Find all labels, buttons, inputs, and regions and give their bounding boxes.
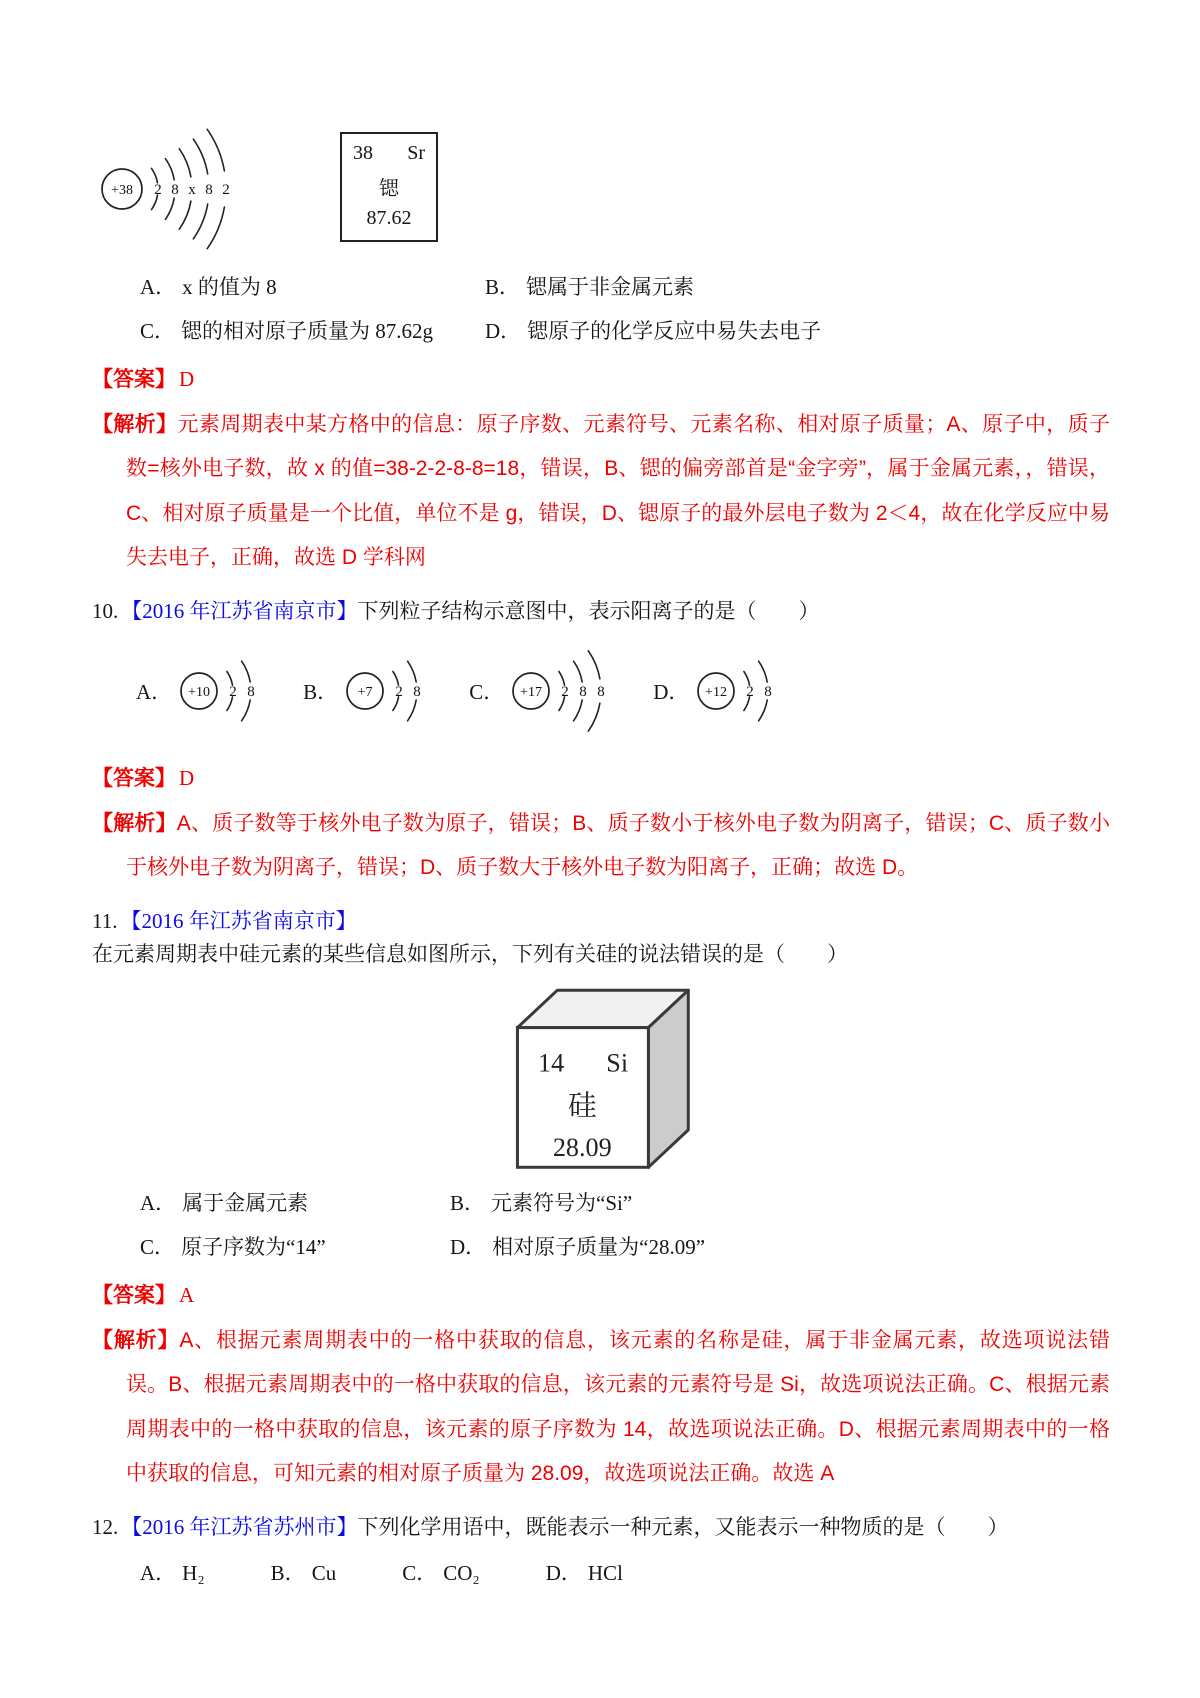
question-number: 10. <box>92 598 119 623</box>
shell-electron-count: 2 <box>561 684 569 701</box>
q12-option-c <box>402 1558 480 1590</box>
analysis-text: A、质子数等于核外电子数为原子，错误；B、质子数小于核外电子数为阴离子，错误；C、质子数小于核外电子数为阴离子，错误；D、质子数大于核外电子数为阳离子，正确；故选 D。 <box>126 811 1111 880</box>
q9-options <box>140 272 1110 347</box>
q10-particle-diagrams <box>136 636 1110 746</box>
shell-electron-count: 8 <box>205 182 213 198</box>
answer-letter: D <box>179 766 195 791</box>
shell-electron-count: x <box>188 182 196 198</box>
strontium-atom-structure-diagram <box>94 124 294 254</box>
answer-tag: 【答案】 <box>92 767 176 791</box>
option-text: 锶属于非金属元素 <box>526 275 695 299</box>
shell-electron-count: 8 <box>171 182 179 198</box>
option-text: 元素符号为“Si” <box>491 1191 633 1216</box>
option-text: 原子序数为“14” <box>181 1234 326 1259</box>
particle-diagram-d <box>690 636 780 746</box>
shell-electron-count: 2 <box>222 182 230 198</box>
nucleus-charge: +12 <box>705 685 728 701</box>
question-text: 在元素周期表中硅元素的某些信息如图所示，下列有关硅的说法错误的是（ ） <box>92 942 848 967</box>
option-label: D． <box>545 1561 582 1586</box>
q9-figure-row <box>94 124 1110 254</box>
q11-stem <box>92 905 1110 972</box>
option-text: 属于金属元素 <box>182 1191 309 1216</box>
q10-answer-line <box>92 762 1110 796</box>
analysis-text: 元素周期表中某方格中的信息：原子序数、元素符号、元素名称、相对原子质量；A、原子中，质子数=核外电子数，故 x 的值=38-2-2-8-8=18，错误，B、锶的偏旁部首是“金字旁”，属于金属元素，，错误，C、相对原子质量是一个比值，单位不是 g，错误，D、锶原子的最外层电子数为 2＜4，故在化学反应中易失去电子，正确，故选 D 学科网 <box>126 412 1110 570</box>
element-name: 锶 <box>379 177 399 200</box>
option-text: 锶的相对原子质量为 87.62g <box>181 318 434 343</box>
shell-electron-count: 8 <box>764 684 773 701</box>
option-label: C． <box>140 1234 176 1259</box>
shell-electron-count: 2 <box>154 182 162 198</box>
option-label: B． <box>485 275 521 299</box>
silicon-periodic-cell-cube <box>495 980 707 1170</box>
q10-stem <box>92 595 1110 629</box>
q9-analysis <box>92 403 1110 581</box>
particle-diagram-b <box>339 636 429 746</box>
q9-option-d <box>485 316 1110 348</box>
q12-option-a <box>140 1558 205 1590</box>
option-label: B． <box>303 680 339 705</box>
option-text: H₂ <box>182 1561 205 1586</box>
q10-option-c <box>469 636 613 746</box>
option-label: A． <box>140 1561 177 1586</box>
option-label: B． <box>270 1561 306 1586</box>
question-number: 12. <box>92 1514 119 1539</box>
shell-electron-count: 8 <box>247 684 255 701</box>
q12-option-b <box>271 1558 337 1590</box>
option-label: C． <box>140 318 176 343</box>
q11-options <box>140 1188 1110 1263</box>
shell-electron-count: 8 <box>579 684 587 701</box>
question-text: 下列化学用语中，既能表示一种元素，又能表示一种物质的是（ ） <box>357 1514 1009 1539</box>
option-text: x 的值为 8 <box>182 275 277 299</box>
analysis-text: A、根据元素周期表中的一格中获取的信息，该元素的名称是硅，属于非金属元素，故选项说法错误。B、根据元素周期表中的一格中获取的信息，该元素的元素符号是 Si，故选项说法正确。C、根据元素周期表中的一格中获取的信息，该元素的原子序数为 14，故选项说法正确。D、根据元素周期表中的一格中获取的信息，可知元素的相对原子质量为 28.09，故选项说法正确。故选 A <box>126 1328 1110 1486</box>
nucleus-charge: +7 <box>357 685 373 701</box>
q11-answer-line <box>92 1279 1110 1313</box>
option-label: C． <box>402 1561 438 1586</box>
atomic-mass: 87.62 <box>366 207 412 229</box>
shell-electron-count: 8 <box>413 684 421 701</box>
q9-option-c <box>140 316 485 348</box>
analysis-tag: 【解析】 <box>92 1328 180 1352</box>
shell-electron-count: 2 <box>746 684 755 701</box>
q10-option-a <box>136 636 263 746</box>
answer-letter: A <box>179 1283 195 1308</box>
analysis-tag: 【解析】 <box>92 412 178 436</box>
q12-option-d <box>546 1558 623 1590</box>
shell-electron-count: 2 <box>395 684 403 701</box>
q11-option-c <box>140 1232 450 1264</box>
atomic-mass: 28.09 <box>552 1133 612 1163</box>
nucleus-charge: +17 <box>520 685 543 701</box>
particle-diagram-c <box>505 636 613 746</box>
question-source: 【2016 年江苏省南京市】 <box>121 598 358 623</box>
q9-option-b <box>485 272 1110 304</box>
option-label: B． <box>450 1191 486 1216</box>
q12-stem <box>92 1511 1110 1545</box>
answer-tag: 【答案】 <box>92 1284 176 1308</box>
element-symbol: Sr <box>407 142 425 164</box>
option-label: A． <box>140 275 177 299</box>
nucleus-charge: +38 <box>111 183 133 198</box>
atomic-number: 38 <box>353 142 373 164</box>
question-number: 11. <box>92 908 118 933</box>
q11-figure <box>92 980 1110 1170</box>
shell-electron-count: 8 <box>597 684 605 701</box>
q10-option-b <box>303 636 429 746</box>
option-label: A． <box>136 680 173 705</box>
option-text: Cu <box>311 1561 337 1586</box>
option-label: D． <box>653 680 690 705</box>
cell-top-row <box>353 142 425 165</box>
answer-letter: D <box>179 367 195 391</box>
q10-option-d <box>653 636 780 746</box>
q11-option-b <box>450 1188 1110 1220</box>
question-text: 下列粒子结构示意图中，表示阳离子的是（ ） <box>357 598 820 623</box>
shell-electron-count: 2 <box>229 684 237 701</box>
option-text: CO₂ <box>443 1561 480 1586</box>
particle-diagram-a <box>173 636 263 746</box>
nucleus-charge: +10 <box>188 685 211 701</box>
answer-tag: 【答案】 <box>92 368 176 391</box>
question-source: 【2016 年江苏省苏州市】 <box>121 1514 358 1539</box>
atomic-number: 14 <box>538 1048 565 1078</box>
element-symbol: Si <box>606 1048 629 1078</box>
q9-option-a <box>140 272 485 304</box>
option-label: D． <box>450 1234 487 1259</box>
option-text: HCl <box>587 1561 623 1586</box>
analysis-tag: 【解析】 <box>92 811 177 835</box>
periodic-table-cell-strontium <box>340 132 438 242</box>
question-source: 【2016 年江苏省南京市】 <box>120 908 357 933</box>
q11-option-a <box>140 1188 450 1220</box>
q9-answer-line <box>92 363 1110 397</box>
q12-options <box>140 1558 1110 1590</box>
option-text: 锶原子的化学反应中易失去电子 <box>527 318 822 343</box>
q11-option-d <box>450 1232 1110 1264</box>
option-label: C． <box>469 680 505 705</box>
option-label: A． <box>140 1191 177 1216</box>
q11-analysis <box>92 1319 1110 1497</box>
q10-analysis <box>92 802 1110 891</box>
element-name: 硅 <box>567 1089 597 1122</box>
option-text: 相对原子质量为“28.09” <box>492 1234 706 1259</box>
option-label: D． <box>485 318 522 343</box>
